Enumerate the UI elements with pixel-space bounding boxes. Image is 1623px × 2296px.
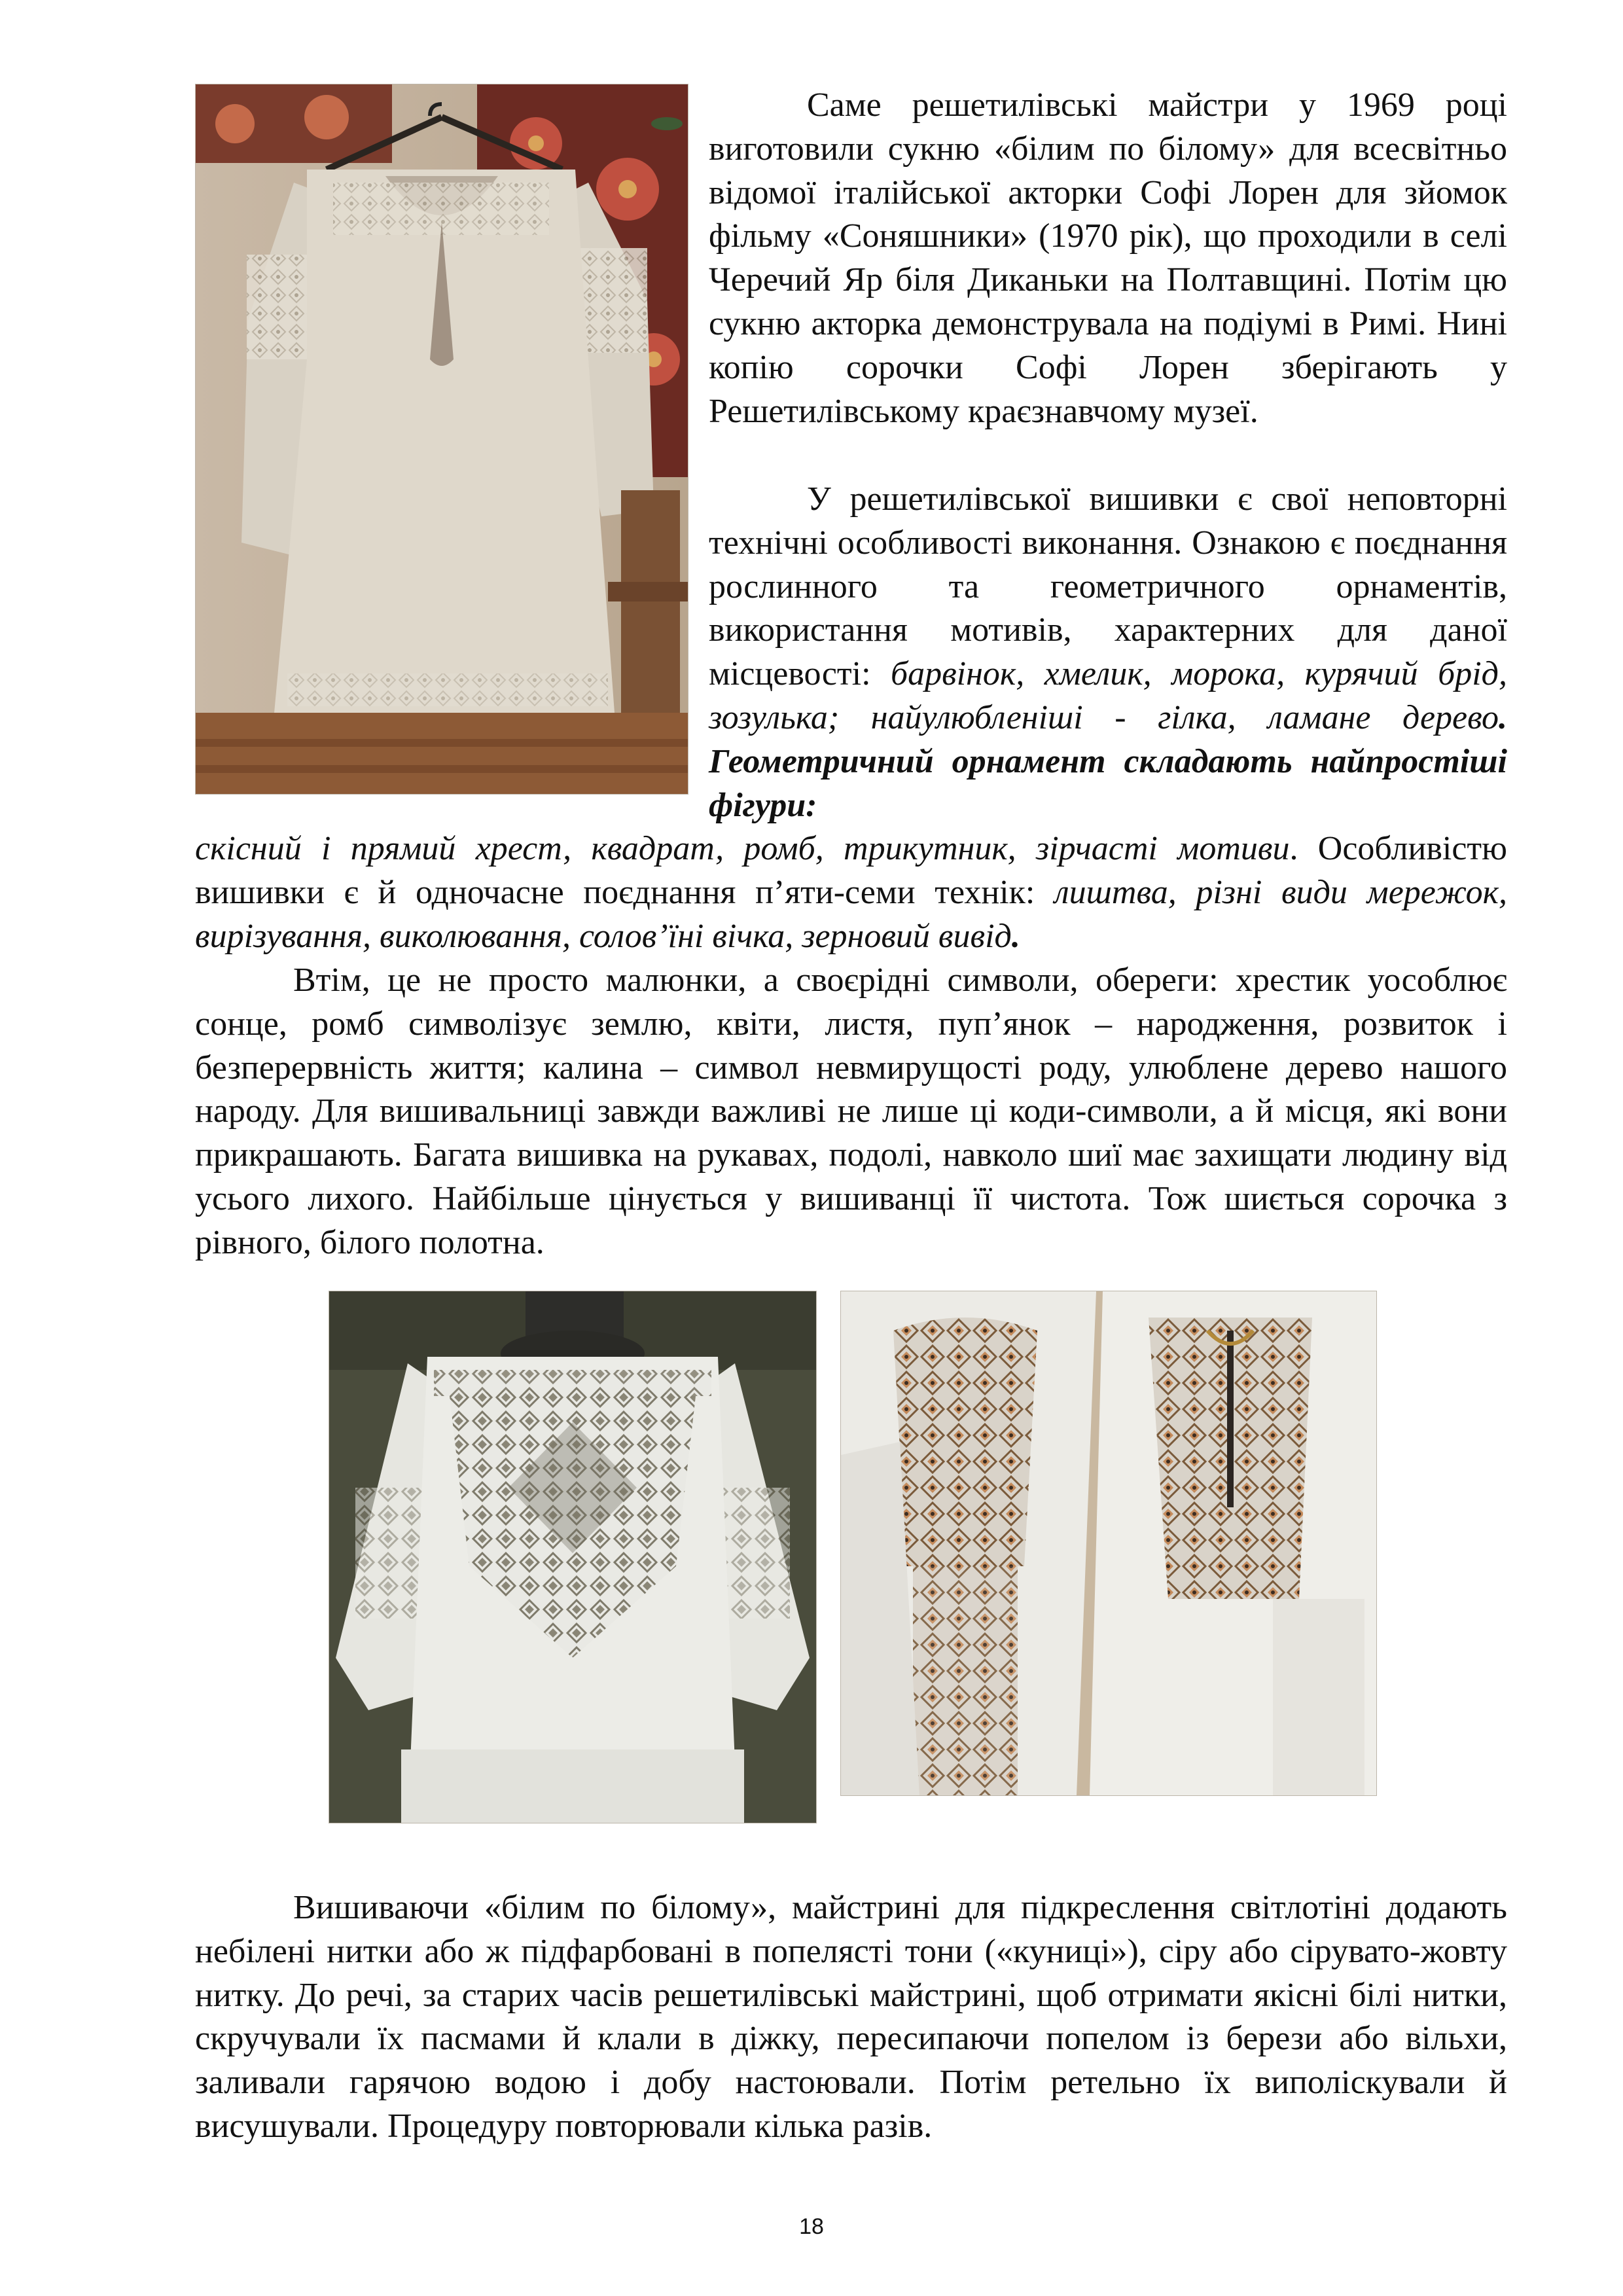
techniques-italic: лиштва, різні види мережок, вирізування, виколювання, солов’їні вічка, зерновий вивід	[195, 873, 1507, 955]
paragraph-technical-features-continued: скісний і прямий хрест, квадрат, ромб, трикутник, зірчасті мотиви. Особливістю вишивки є й одночасне поєднання п’яти-семи технік: лиштва, різні види мережок, вирізування, виколювання, солов’їні вічка, зерновий вивід.	[195, 830, 1507, 955]
photo-embroidered-blouse	[329, 1291, 817, 1823]
photo-embroidered-dress	[195, 84, 688, 795]
shirts-illustration	[841, 1291, 1376, 1795]
geometric-figures-italic: скісний і прямий хрест, квадрат, ромб, трикутник, зірчасті мотиви	[195, 830, 1290, 867]
blouse-illustration	[329, 1291, 816, 1823]
paragraph-thread-preparation: Вишиваючи «білим по білому», майстрині для підкреслення світлотіні додають небілені нитки або ж підфарбовані в попелясті тони («куниці»), сіру або сірувато-жовту нитку. До речі, за старих часів решетилівські майстрині, щоб отримати якісні білі нитки, скручували їх пасмами й клали в діжку, пересипаючи попелом із берези або вільхи, заливали гарячою водою і добу настоювали. Потім ретельно їх виполіскували й висушували. Процедуру повторювали кілька разів.	[195, 1889, 1507, 2145]
page-number: 18	[799, 2214, 824, 2239]
paragraph-sophia-loren: Саме решетилівські майстри у 1969 році виготовили сукню «білим по білому» для всесвітньо відомої італійської акторки Софі Лорен для зйомок фільму «Соняшники» (1970 рік), що проходили в селі Черечий Яр біля Диканьки на Полтавщині. Потім цю сукню акторка демонструвала на подіумі в Римі. Нині копію сорочки Софі Лорен зберігають у Решетилівському краєзнавчому музеї.	[709, 86, 1507, 430]
photo-embroidered-shirts-closeup	[840, 1291, 1377, 1796]
plant-motifs-italic: барвінок, хмелик, морока, курячий брід, зозулька; найулюбленіші - гілка, ламане дерево	[709, 655, 1507, 736]
paragraph-symbols-amulets: Втім, це не просто малюнки, а своєрідні символи, обереги: хрестик уособлює сонце, ромб символізує землю, квіти, листя, пуп’янок – народження, розвиток і безперервність життя; калина – символ невмирущості роду, улюблене дерево нашого народу. Для вишивальниці завжди важливі не лише ці коди-символи, а й місця, які вони прикрашають. Багата вишивка на рукавах, подолі, навколо шиї має захищати людину від усього лихого. Найбільше цінується у вишиванці її чистота. Тож шиється сорочка з рівного, білого полотна.	[195, 961, 1507, 1261]
dress-illustration	[196, 84, 688, 794]
paragraph-technical-features: У решетилівської вишивки є свої неповторні технічні особливості виконання. Ознакою є поєднання рослинного та геометричного орнаментів, використання мотивів, характерних для даної місцевості: барвінок, хмелик, морока, курячий брід, зозулька; найулюбленіші - гілка, ламане дерево. Геометричний орнамент складають найпростіші фігури:	[709, 480, 1507, 824]
